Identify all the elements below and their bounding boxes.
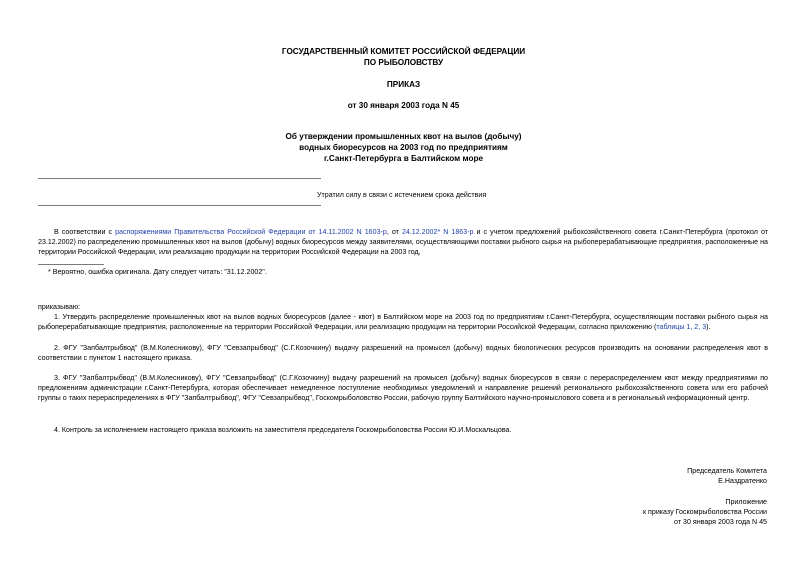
- order-word: приказываю:: [38, 303, 81, 311]
- appendix-date: от 30 января 2003 года N 45: [674, 518, 767, 526]
- document-title-line3: г.Санкт-Петербурга в Балтийском море: [323, 154, 484, 163]
- status-note: Утратил силу в связи с истечением срока действия: [317, 191, 487, 199]
- order-item-2-text: 2. ФГУ "Запбалтрыбвод" (В.М.Колесникову), ФГУ "Севзапрыбвод" (С.Г.Козочкину) выдачу разрешений на промысел (добычу) водных биологических ресурсов производить на основании распределения квот в соответствии с пунктом 1 настоящего приказа.: [38, 344, 768, 362]
- order-item-2: [38, 343, 768, 363]
- divider-bottom: [38, 205, 321, 206]
- document-title-line2: водных биоресурсов на 2003 год по предприятиям: [299, 143, 508, 152]
- order-item-4-text: 4. Контроль за исполнением настоящего приказа возложить на заместителя председателя Госкомрыболовства России Ю.И.Москальцова.: [54, 426, 512, 434]
- appendix-label: Приложение: [725, 498, 767, 506]
- footnote-divider: [38, 264, 104, 265]
- appendix-tables-link[interactable]: таблицы 1, 2, 3: [656, 323, 707, 331]
- org-name-line2: ПО РЫБОЛОВСТВУ: [363, 58, 444, 67]
- order-item-3-text: 3. ФГУ "Запбалтрыбвод" (В.М.Колесникову), ФГУ "Севзапрыбвод" (С.Г.Козочкину) выдачу разрешений на промысел (добычу) водных биоресурсов в связи с перераспределением квот между предприятиями по предложениям администрации г.Санкт-Петербурга, которая обеспечивает немедленное поступление необходимых уведомлений и направление решений регионального рыбохозяйственного совета или его рабочей группы о таких перераспределениях в ФГУ "Запбалтрыбвод", ФГУ "Севзапрыбвод", Госкомрыболовство России, рабочую группу Балтийского научно-промыслового совета и в региональный информационный центр.: [38, 374, 768, 402]
- order-item-4: [38, 425, 768, 435]
- footnote: * Вероятно, ошибка оригинала. Дату следует читать: "31.12.2002".: [48, 268, 267, 276]
- signature-position: Председатель Комитета: [687, 467, 767, 475]
- order-item-3: [38, 373, 768, 403]
- order-item-1: [38, 312, 768, 332]
- preamble-text-2: , от: [386, 228, 402, 236]
- preamble-text-1: В соответствии с: [54, 228, 116, 236]
- government-order-link-1[interactable]: распоряжениями Правительства Российской Федерации от 14.11.2002 N 1603-р: [115, 228, 387, 236]
- preamble-paragraph: [38, 227, 768, 257]
- preamble-text-3: и с учетом предложений рыбохозяйственного совета г.Санкт-Петербурга (протокол от 23.12.2002) по распределению промышленных квот на вылов (добычу) водных биоресурсов между заявителями, осуществляющими поставки рыбного сырья на рыбоперерабатывающие предприятия, расположенные на территории Российской Федерации, или реализацию продукции на территории Российской Федерации на 2003 год,: [38, 228, 769, 256]
- appendix-reference: к приказу Госкомрыболовства России: [642, 508, 767, 516]
- signature-name: Е.Наздратенко: [718, 477, 767, 485]
- document-date: от 30 января 2003 года N 45: [347, 101, 460, 110]
- divider-top: [38, 178, 321, 179]
- org-name-line1: ГОСУДАРСТВЕННЫЙ КОМИТЕТ РОССИЙСКОЙ ФЕДЕРАЦИИ: [281, 47, 526, 56]
- order-item-1-end: ).: [706, 323, 711, 331]
- government-order-link-2[interactable]: 24.12.2002* N 1863-р: [401, 228, 474, 236]
- document-type: ПРИКАЗ: [386, 80, 421, 89]
- document-title-line1: Об утверждении промышленных квот на вылов (добычу): [285, 132, 522, 141]
- order-item-1-text: 1. Утвердить распределение промышленных квот на вылов водных биоресурсов (далее - квот) в Балтийском море на 2003 год по предприятиям г.Санкт-Петербурга, осуществляющим поставки рыбного сырья на рыбоперерабатывающие предприятия, расположенные на территории Российской Федерации, или реализацию продукции на территории Российской Федерации, согласно приложению (: [38, 313, 768, 331]
